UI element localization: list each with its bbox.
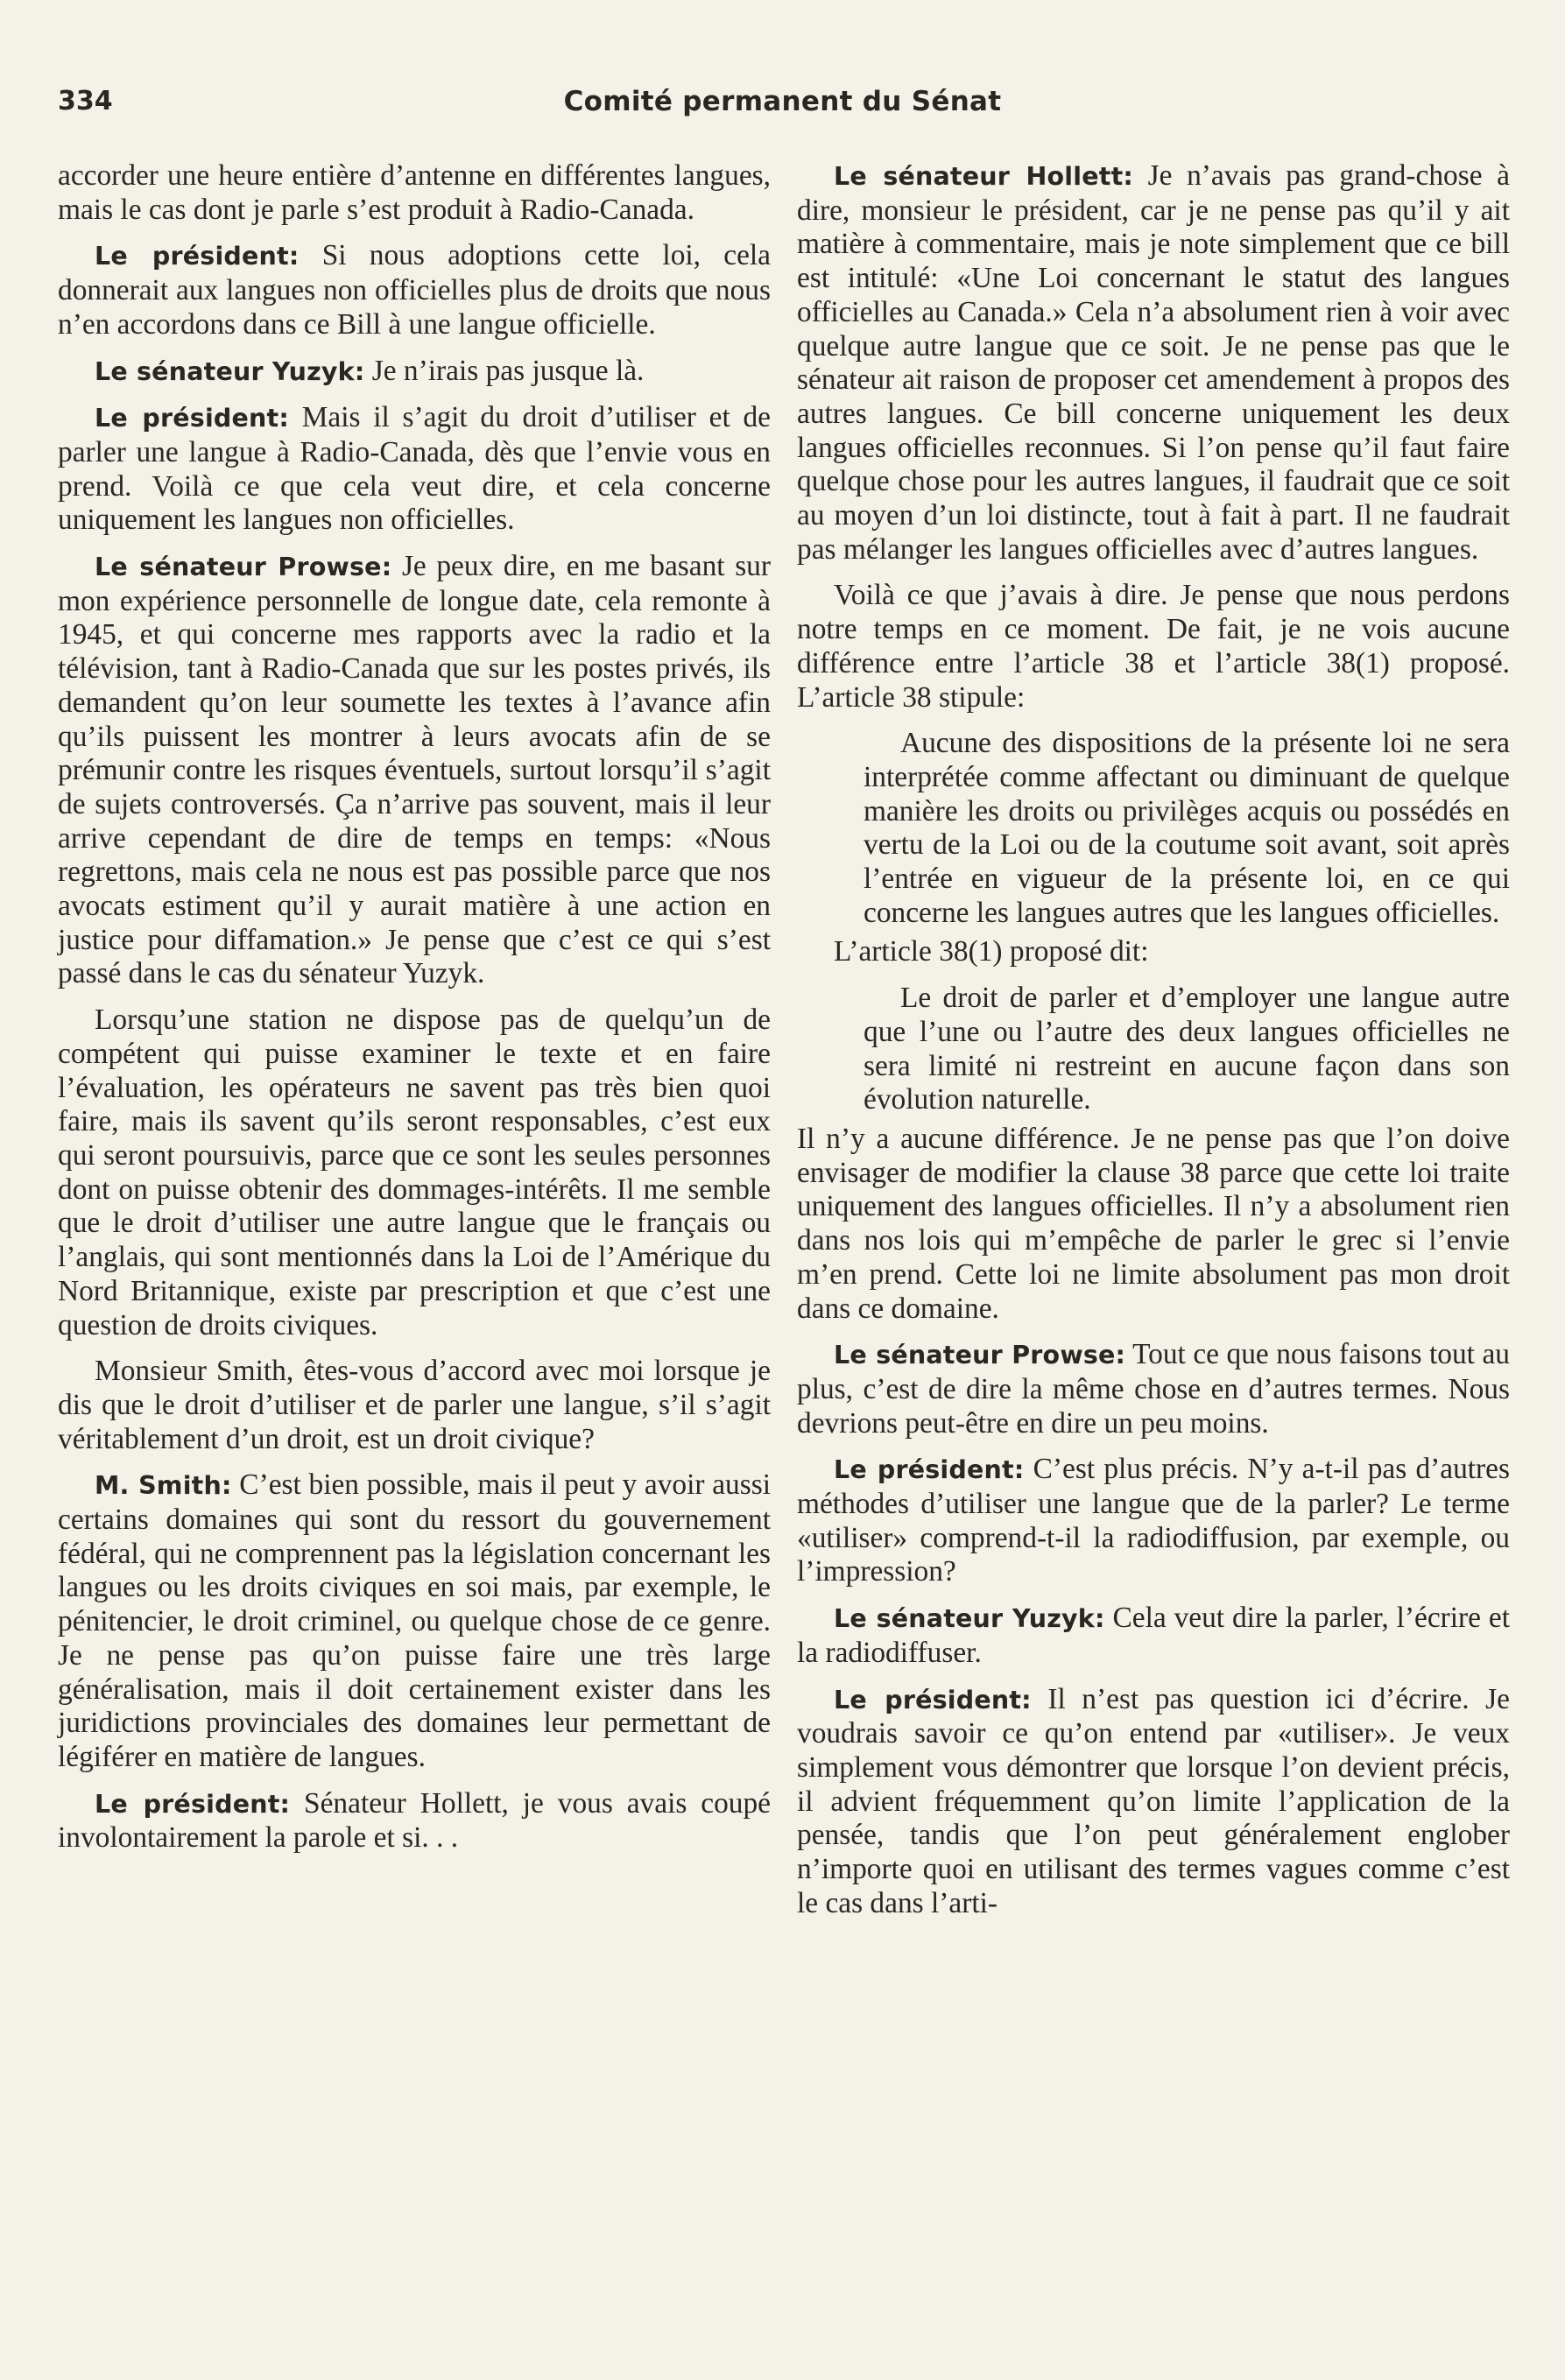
speaker-label: M. Smith: (95, 1471, 232, 1501)
paragraph (58, 1003, 771, 1342)
paragraph-text: Si nous adoptions cette loi, cela donnerait aux langues non officielles plus de droits que nous n’en accordons dans ce Bill à une langue officielle. (58, 239, 771, 341)
paragraph-text: L’article 38(1) proposé dit: (834, 935, 1149, 968)
paragraph-text: Je n’avais pas grand-chose à dire, monsieur le président, car je ne pense pas qu’il y ait matière à commentaire, mais je note simplement que ce bill est intitulé: «Une Loi concernant le statut des langues officielles au Canada.» Cela n’a absolument rien à voir avec quelque autre langue que ce soit. Je ne pense pas que le sénateur ait raison de proposer cet amendement à propos des autres langues. Ce bill concerne uniquement les deux langues officielles reconnues. Si l’on pense qu’il faut faire quelque chose pour les autres langues, il faudrait que ce soit au moyen d’un loi distincte, tout à fait à part. Il ne faudrait pas mélanger les langues officielles avec d’autres langues. (797, 159, 1510, 566)
paragraph (58, 1355, 771, 1456)
paragraph (58, 550, 771, 991)
speaker-label: Le sénateur Yuzyk: (95, 356, 365, 386)
right-column (797, 159, 1510, 1933)
paragraph (797, 1602, 1510, 1670)
paragraph-text: Je n’irais pas jusque là. (364, 354, 645, 387)
paragraph (797, 159, 1510, 567)
paragraph-text: Mais il s’agit du droit d’utiliser et de parler une langue à Radio-Canada, dès que l’envie vous en prend. Voilà ce que cela veut dire, et cela concerne uniquement les langues non officielles. (58, 401, 771, 537)
speaker-label: Le sénateur Prowse: (834, 1341, 1126, 1370)
speaker-label: Le président: (834, 1455, 1025, 1485)
paragraph-text: Sénateur Hollett, je vous avais coupé involontairement la parole et si. . . (58, 1786, 771, 1855)
speaker-label: Le président: (834, 1685, 1032, 1715)
paragraph (58, 239, 771, 342)
paragraph (797, 579, 1510, 715)
paragraph (58, 159, 771, 227)
page-header (58, 86, 1507, 130)
speaker-label: Le sénateur Hollett: (834, 162, 1133, 191)
paragraph-text: C’est bien possible, mais il peut y avoir aussi certains domaines qui sont du ressort du gouvernement fédéral, qui ne comprennent pas la législation concernant les langues ou les droits civiques en soi mais, par exemple, le pénitencier, le droit criminel, ou quelque chose de ce genre. Je ne pense pas qu’on puisse faire une très large généralisation, mais il doit certainement exister dans les juridictions provinciales des domaines leur permettant de légiférer en matière de langues. (58, 1468, 771, 1773)
paragraph-text: Lorsqu’une station ne dispose pas de quelqu’un de compétent qui puisse examiner le texte et en faire l’évaluation, les opérateurs ne savent pas très bien quoi faire, mais ils savent qu’ils seront responsables, c’est eux qui seront poursuivis, parce que ce sont les seules personnes dont on puisse obtenir des dommages-intérêts. Il me semble que le droit d’utiliser une autre langue que le français ou l’anglais, qui sont mentionnés dans la Loi de l’Amérique du Nord Britannique, existe par prescription et que c’est une question de droits civiques. (58, 1003, 771, 1341)
paragraph (797, 935, 1510, 969)
speaker-label: Le président: (95, 1789, 291, 1819)
paragraph (797, 1123, 1510, 1326)
paragraph (58, 1468, 771, 1774)
paragraph-text: Monsieur Smith, êtes-vous d’accord avec moi lorsque je dis que le droit d’utiliser et de parler une langue, s’il s’agit véritablement d’un droit, est un droit civique? (58, 1355, 771, 1455)
speaker-label: Le sénateur Prowse: (95, 553, 392, 582)
speaker-label: Le sénateur Yuzyk: (834, 1604, 1105, 1634)
paragraph-text: Voilà ce que j’avais à dire. Je pense que nous perdons notre temps en ce moment. De fait, je ne vois aucune différence entre l’article 38 et l’article 38(1) proposé. L’article 38 stipule: (797, 579, 1510, 714)
page-number: 334 (58, 86, 113, 116)
quoted-article: Aucune des dispositions de la présente loi ne sera interprétée comme affectant ou diminuant de quelque manière les droits ou privilèges acquis ou possédés en vertu de la Loi ou de la coutume soit avant, soit après l’entrée en vigueur de la présente loi, en ce qui concerne les langues autres que les langues officielles. (864, 727, 1510, 929)
paragraph (58, 355, 771, 390)
speaker-label: Le président: (95, 242, 300, 271)
paragraph (797, 1453, 1510, 1589)
paragraph (797, 1338, 1510, 1440)
paragraph-text: C’est plus précis. N’y a-t-il pas d’autres méthodes d’utiliser une langue que de la parler? Le terme «utiliser» comprend-t-il la radiodiffusion, par exemple, ou l’impression? (797, 1453, 1510, 1588)
left-column (58, 159, 771, 1868)
running-title: Comité permanent du Sénat (563, 86, 1002, 117)
quoted-article: Le droit de parler et d’employer une langue autre que l’une ou l’autre des deux langues officielles ne sera limité ni restreint en aucune façon dans son évolution naturelle. (864, 982, 1510, 1116)
paragraph-text: accorder une heure entière d’antenne en différentes langues, mais le cas dont je parle s’est produit à Radio-Canada. (58, 159, 771, 226)
paragraph (797, 1683, 1510, 1921)
paragraph-text: Il n’est pas question ici d’écrire. Je voudrais savoir ce qu’on entend par «utiliser». Je veux simplement vous démontrer que lorsque l’on devient précis, il advient fréquemment qu’on limite l’application de la pensée, tandis que l’on peut généralement englober n’importe quoi en utilisant des termes vagues comme c’est le cas dans l’arti- (797, 1682, 1510, 1919)
speaker-label: Le président: (95, 404, 289, 433)
paragraph (58, 401, 771, 538)
paragraph-text: Cela veut dire la parler, l’écrire et la radiodiffuser. (797, 1602, 1511, 1669)
paragraph-text: Il n’y a aucune différence. Je ne pense pas que l’on doive envisager de modifier la clause 38 parce que cette loi traite uniquement des langues officielles. Il n’y a absolument rien dans nos lois qui m’empêche de parler le grec si l’envie m’en prend. Cette loi ne limite absolument pas mon droit dans ce domaine. (797, 1122, 1510, 1325)
paragraph (58, 1787, 771, 1855)
paragraph-text: Tout ce que nous faisons tout au plus, c’est de dire la même chose en d’autres termes. Nous devrions peut-être en dire un peu moins. (797, 1338, 1510, 1440)
paragraph-text: Je peux dire, en me basant sur mon expérience personnelle de longue date, cela remonte à 1945, et qui concerne mes rapports avec la radio et la télévision, tant à Radio-Canada que sur les postes privés, ils demandent qu’on leur soumette les textes à l’avance afin qu’ils puissent les montrer à leurs avocats afin de se prémunir contre les risques éventuels, surtout lorsqu’il s’agit de sujets controversés. Ça n’arrive pas souvent, mais il leur arrive cependant de dire de temps en temps: «Nous regrettons, mais cela ne nous est pas possible parce que nos avocats estiment qu’il y aurait matière à une action en justice pour diffamation.» Je pense que c’est ce qui s’est passé dans le cas du sénateur Yuzyk. (58, 550, 771, 990)
